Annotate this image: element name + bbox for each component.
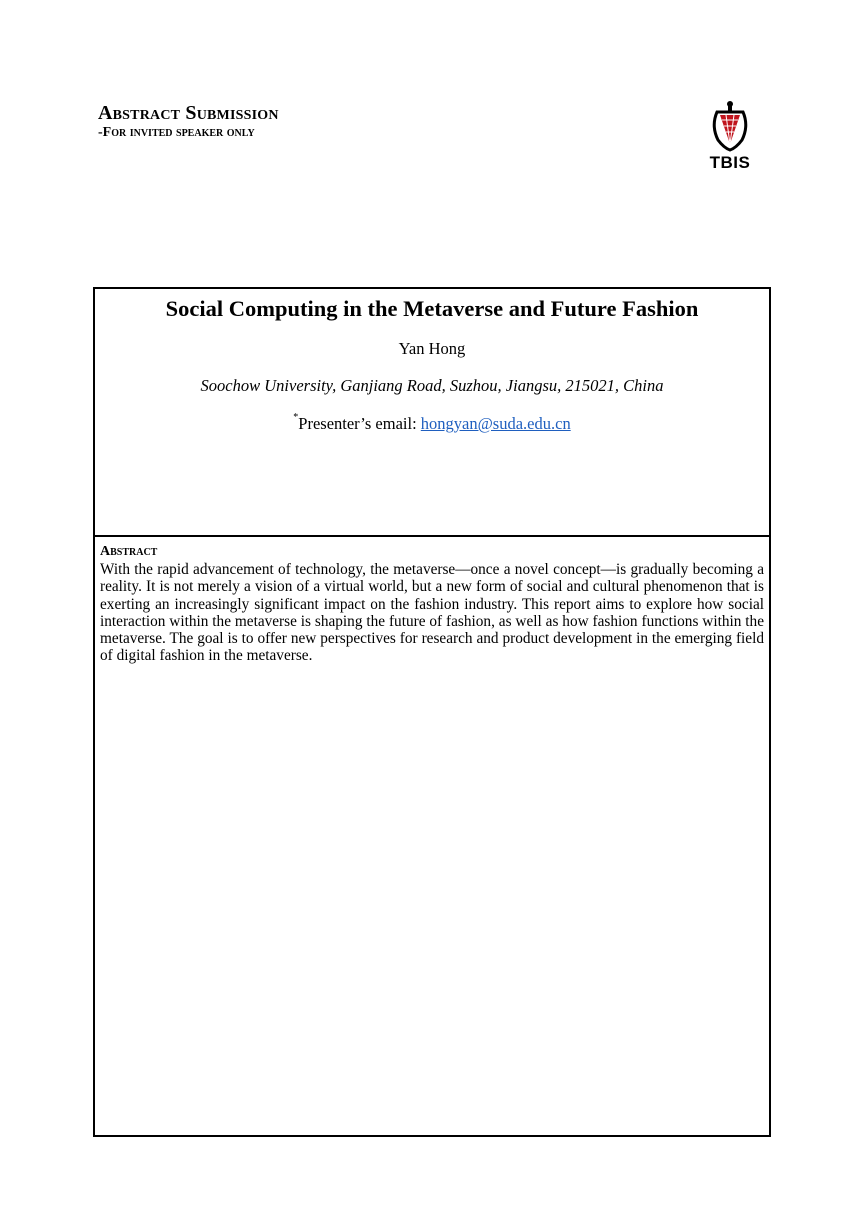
presenter-email-line — [95, 413, 769, 435]
abstract-box — [93, 535, 771, 1137]
email-link[interactable]: hongyan@suda.edu.cn — [420, 414, 571, 433]
tbis-logo — [702, 100, 758, 176]
tbis-logo-icon — [702, 100, 758, 154]
email-label: Presenter’s email: — [298, 414, 421, 433]
presenter-marker: * — [293, 412, 299, 423]
author-name: Yan Hong — [398, 339, 466, 358]
abstract-text: With the rapid advancement of technology, the metaverse—once a novel concept—is gradually becoming a reality. It is not merely a vision of a virtual world, but a new form of social and cultural phenomenon that is exerting an increasingly significant impact on the fashion industry. This report aims to explore how social interaction within the metaverse is shaping the future of fashion, as well as how fashion functions within the metaverse. The goal is to offer new perspectives for research and product development in the emerging field of digital fashion in the metaverse. — [100, 561, 764, 665]
header-subtitle: -For invited speaker only — [98, 125, 255, 140]
title-box — [93, 287, 771, 537]
paper-title: Social Computing in the Metaverse and Future Fashion — [165, 296, 699, 321]
abstract-heading: Abstract — [100, 544, 158, 559]
author-affiliation: Soochow University, Ganjiang Road, Suzhou, Jiangsu, 215021, China — [200, 376, 664, 395]
header-title: Abstract Submission — [98, 102, 279, 124]
logo-text: TBIS — [709, 153, 751, 172]
